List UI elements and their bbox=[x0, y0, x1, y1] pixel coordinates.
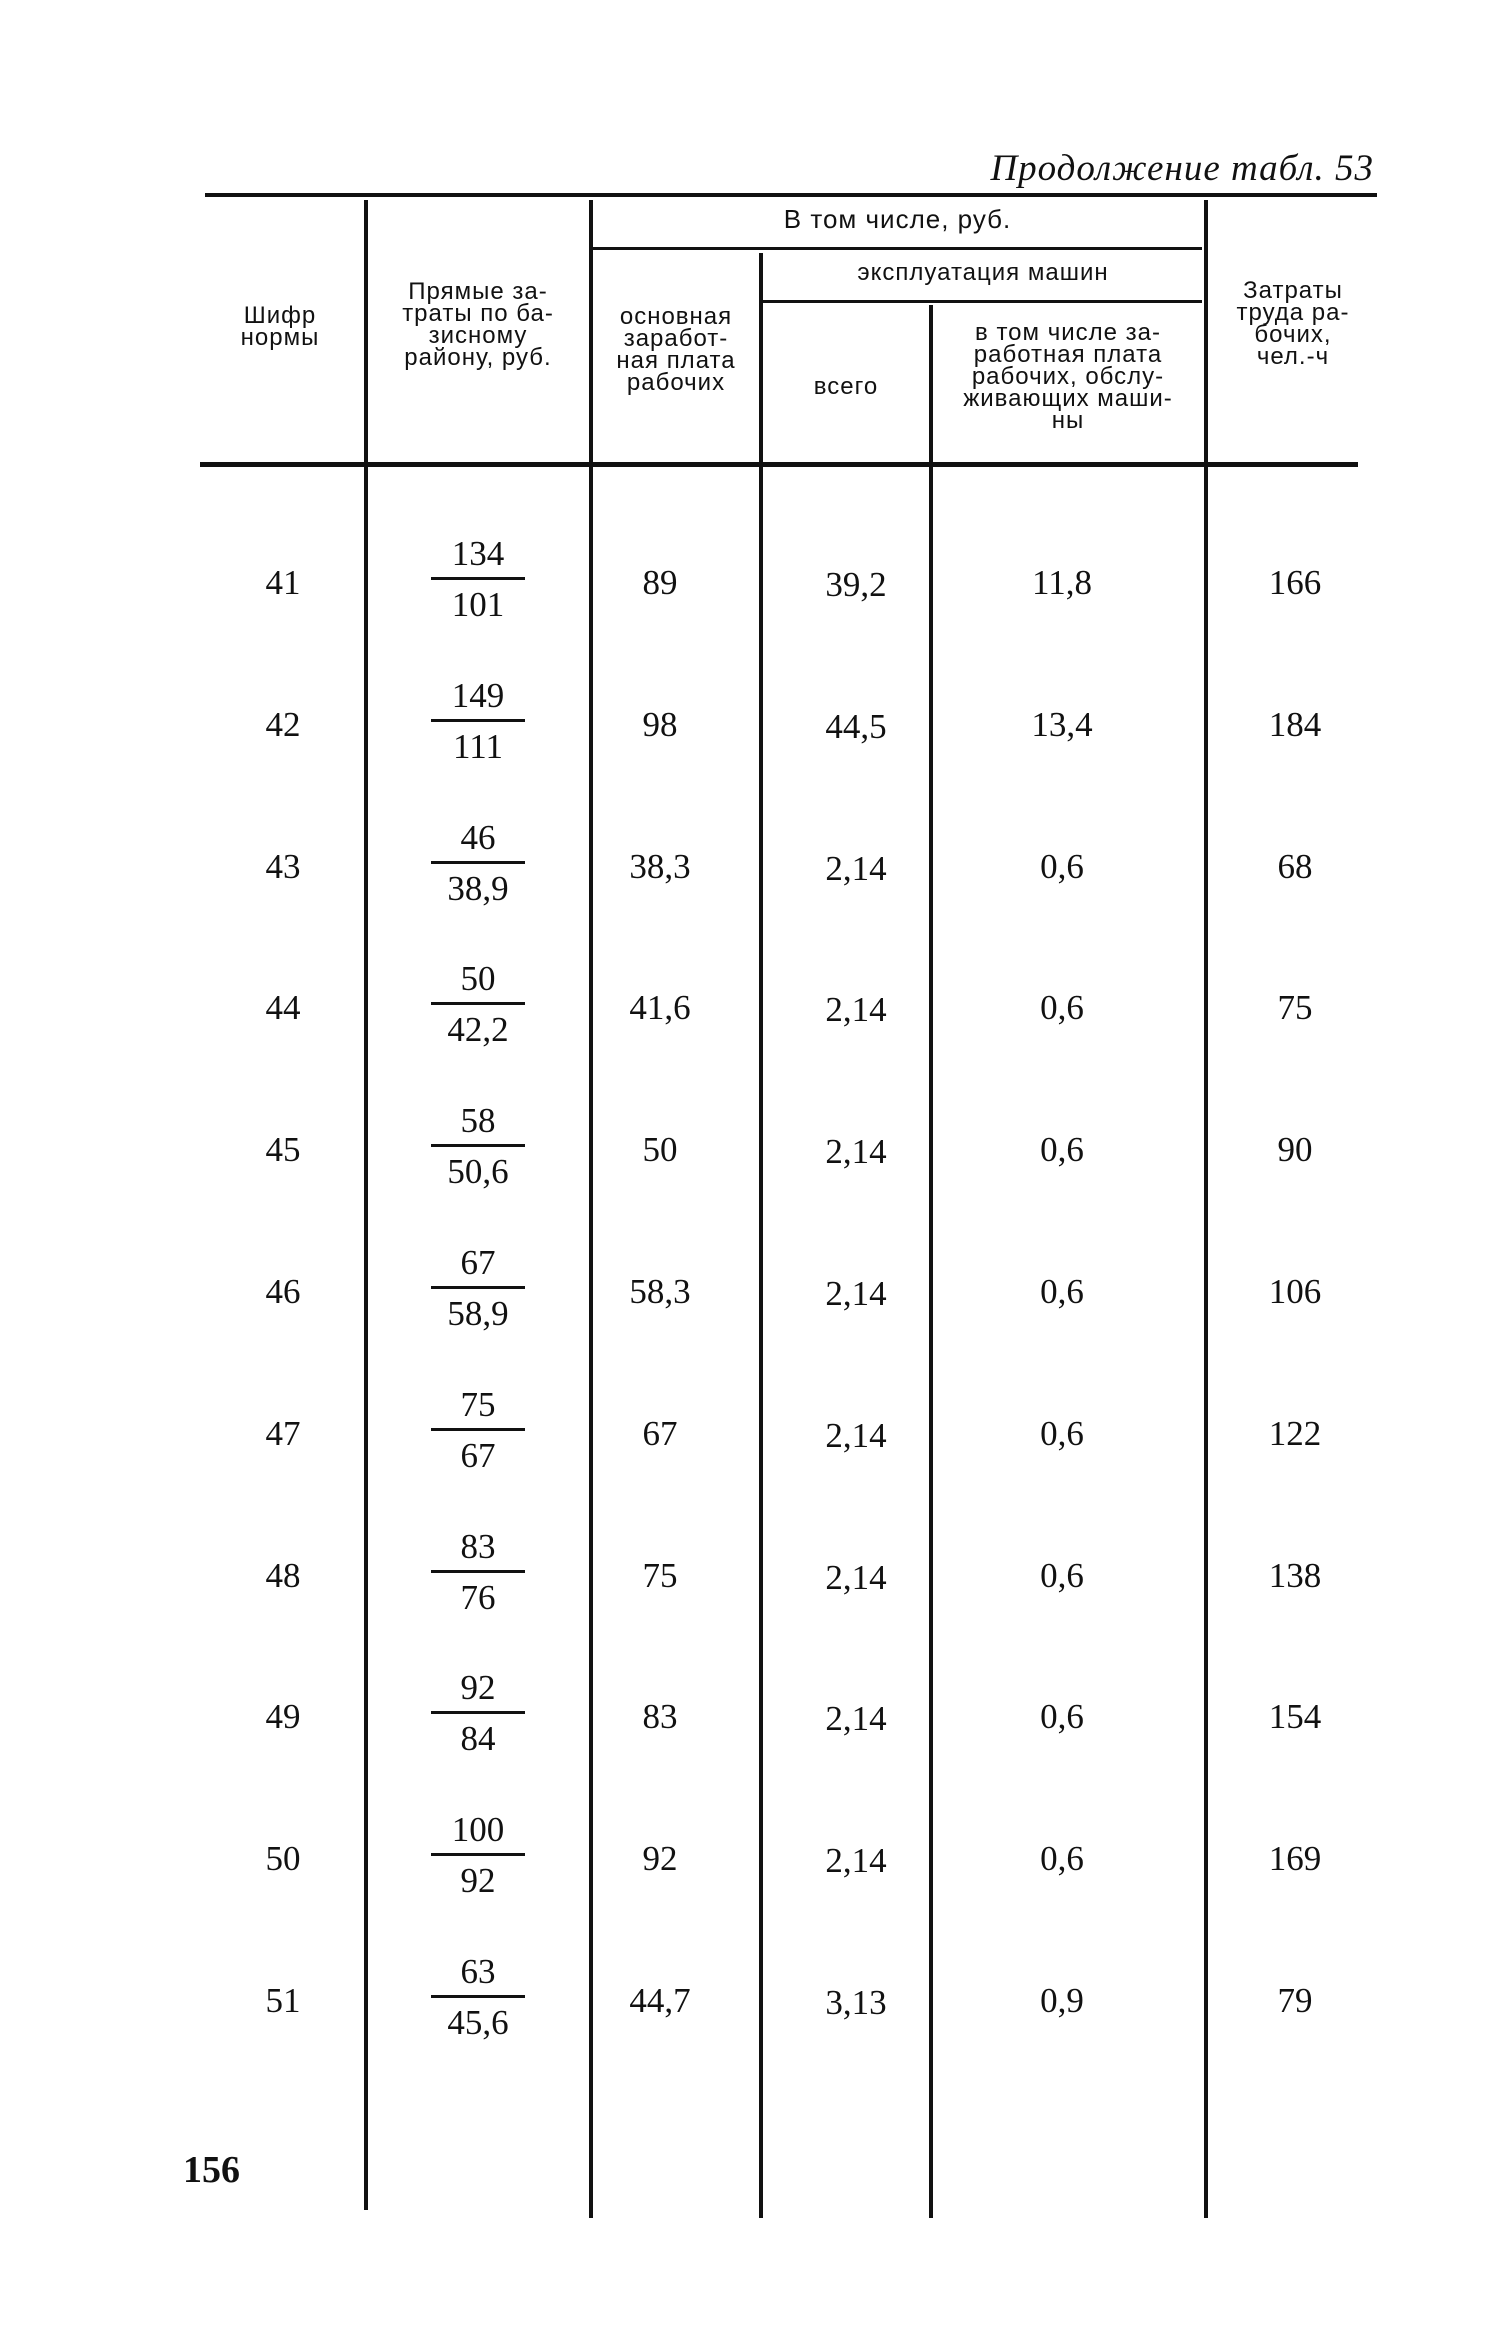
cell-total: 2,14 bbox=[825, 1841, 887, 1881]
cell-machine-wages: 0,6 bbox=[1040, 1555, 1084, 1595]
header-machine-wages: в том числе за- работная плата рабочих, обслу- живающих маши- ны bbox=[963, 319, 1173, 434]
cell-base-wages: 50 bbox=[642, 1130, 678, 1170]
cell-machine-wages: 0,6 bbox=[1040, 988, 1084, 1028]
cell-labor: 166 bbox=[1268, 563, 1322, 602]
cell-total: 2,14 bbox=[825, 990, 887, 1030]
direct-costs-numerator: 134 bbox=[451, 534, 505, 573]
table-top-rule bbox=[205, 193, 1377, 197]
cell-labor: 138 bbox=[1268, 1555, 1322, 1595]
vline-3 bbox=[759, 253, 763, 2218]
cell-machine-wages: 13,4 bbox=[1031, 704, 1093, 744]
cell-total: 2,14 bbox=[825, 1415, 887, 1455]
direct-costs-denominator: 76 bbox=[460, 1577, 496, 1617]
cell-base-wages: 89 bbox=[642, 563, 678, 602]
header-code: Шифр нормы bbox=[240, 302, 320, 351]
cell-base-wages: 58,3 bbox=[629, 1272, 691, 1311]
header-including: В том числе, руб. bbox=[783, 204, 1012, 234]
direct-costs-denominator: 38,9 bbox=[447, 868, 509, 908]
cell-code: 45 bbox=[265, 1130, 301, 1170]
page-number: 156 bbox=[183, 2149, 240, 2191]
direct-costs-denominator: 45,6 bbox=[447, 2003, 509, 2042]
header-total: всего bbox=[813, 373, 879, 400]
direct-costs-denominator: 50,6 bbox=[447, 1152, 509, 1192]
cell-base-wages: 67 bbox=[642, 1413, 678, 1453]
cell-code: 48 bbox=[265, 1555, 301, 1595]
direct-costs-numerator: 63 bbox=[460, 1952, 496, 1991]
cell-code: 47 bbox=[265, 1413, 301, 1453]
cell-base-wages: 44,7 bbox=[629, 1981, 691, 2020]
cell-code: 41 bbox=[265, 563, 301, 602]
direct-costs-numerator: 100 bbox=[451, 1810, 505, 1850]
cell-total: 2,14 bbox=[825, 1132, 887, 1172]
cell-labor: 169 bbox=[1268, 1839, 1322, 1879]
cell-base-wages: 83 bbox=[642, 1697, 678, 1737]
cell-direct-costs bbox=[423, 1386, 533, 1475]
header-labor: Затраты труда ра- бочих, чел.-ч bbox=[1236, 277, 1350, 370]
direct-costs-numerator: 149 bbox=[451, 675, 505, 715]
cell-direct-costs bbox=[423, 1953, 533, 2042]
cell-labor: 154 bbox=[1268, 1697, 1322, 1737]
direct-costs-numerator: 58 bbox=[460, 1101, 496, 1141]
cell-code: 44 bbox=[265, 988, 301, 1028]
cell-direct-costs bbox=[423, 960, 533, 1049]
direct-costs-numerator: 67 bbox=[460, 1243, 496, 1282]
direct-costs-numerator: 83 bbox=[460, 1526, 496, 1566]
cell-labor: 106 bbox=[1268, 1272, 1322, 1311]
machines-rule bbox=[763, 300, 1202, 303]
direct-costs-numerator: 50 bbox=[460, 959, 496, 999]
vline-1 bbox=[364, 200, 368, 2210]
cell-labor: 75 bbox=[1277, 988, 1313, 1028]
cell-code: 49 bbox=[265, 1697, 301, 1737]
direct-costs-denominator: 111 bbox=[453, 726, 503, 766]
cell-labor: 184 bbox=[1268, 704, 1322, 744]
cell-machine-wages: 0,6 bbox=[1040, 846, 1084, 886]
vline-2 bbox=[589, 200, 593, 2218]
cell-labor: 68 bbox=[1277, 846, 1313, 886]
cell-total: 39,2 bbox=[825, 565, 887, 604]
direct-costs-numerator: 92 bbox=[460, 1668, 496, 1708]
cell-machine-wages: 0,6 bbox=[1040, 1697, 1084, 1737]
cell-code: 42 bbox=[265, 704, 301, 744]
cell-base-wages: 92 bbox=[642, 1839, 678, 1879]
cell-base-wages: 38,3 bbox=[629, 846, 691, 886]
cell-base-wages: 98 bbox=[642, 704, 678, 744]
cell-machine-wages: 0,6 bbox=[1040, 1130, 1084, 1170]
direct-costs-denominator: 101 bbox=[451, 585, 505, 624]
header-machine-operation: эксплуатация машин bbox=[857, 259, 1109, 286]
cell-direct-costs bbox=[423, 677, 533, 766]
cell-machine-wages: 11,8 bbox=[1032, 563, 1092, 602]
including-rule bbox=[593, 247, 1202, 250]
header-bottom-rule bbox=[200, 462, 1358, 467]
direct-costs-denominator: 58,9 bbox=[447, 1294, 509, 1333]
vline-4 bbox=[929, 305, 933, 2218]
cell-direct-costs bbox=[423, 1244, 533, 1333]
direct-costs-denominator: 84 bbox=[460, 1719, 496, 1759]
cell-total: 2,14 bbox=[825, 1699, 887, 1739]
cell-code: 51 bbox=[265, 1981, 301, 2020]
cell-machine-wages: 0,6 bbox=[1040, 1272, 1084, 1311]
cell-total: 3,13 bbox=[825, 1983, 887, 2022]
cell-machine-wages: 0,6 bbox=[1040, 1839, 1084, 1879]
cell-total: 2,14 bbox=[825, 1274, 887, 1313]
cell-base-wages: 41,6 bbox=[629, 988, 691, 1028]
direct-costs-numerator: 46 bbox=[460, 817, 496, 857]
direct-costs-denominator: 42,2 bbox=[447, 1010, 509, 1050]
header-base-wages: основная заработ- ная плата рабочих bbox=[616, 303, 736, 396]
table-caption: Продолжение табл. 53 bbox=[990, 148, 1374, 189]
cell-total: 2,14 bbox=[825, 1557, 887, 1597]
cell-labor: 90 bbox=[1277, 1130, 1313, 1170]
cell-code: 46 bbox=[265, 1272, 301, 1311]
cell-total: 2,14 bbox=[825, 848, 887, 888]
cell-machine-wages: 0,9 bbox=[1040, 1981, 1084, 2020]
cell-direct-costs bbox=[423, 819, 533, 908]
cell-direct-costs bbox=[423, 535, 533, 624]
cell-code: 43 bbox=[265, 846, 301, 886]
cell-code: 50 bbox=[265, 1839, 301, 1879]
cell-direct-costs bbox=[423, 1811, 533, 1900]
cell-labor: 122 bbox=[1268, 1413, 1322, 1453]
direct-costs-denominator: 67 bbox=[460, 1435, 496, 1475]
direct-costs-numerator: 75 bbox=[460, 1384, 496, 1424]
header-direct-costs: Прямые за- траты по ба- зисному району, руб. bbox=[402, 278, 554, 371]
cell-direct-costs bbox=[423, 1102, 533, 1191]
cell-direct-costs bbox=[423, 1528, 533, 1617]
cell-base-wages: 75 bbox=[642, 1555, 678, 1595]
vline-5 bbox=[1204, 200, 1208, 2218]
direct-costs-denominator: 92 bbox=[460, 1861, 496, 1901]
cell-machine-wages: 0,6 bbox=[1040, 1413, 1084, 1453]
cell-direct-costs bbox=[423, 1669, 533, 1758]
cell-total: 44,5 bbox=[825, 706, 887, 746]
cell-labor: 79 bbox=[1277, 1981, 1313, 2020]
